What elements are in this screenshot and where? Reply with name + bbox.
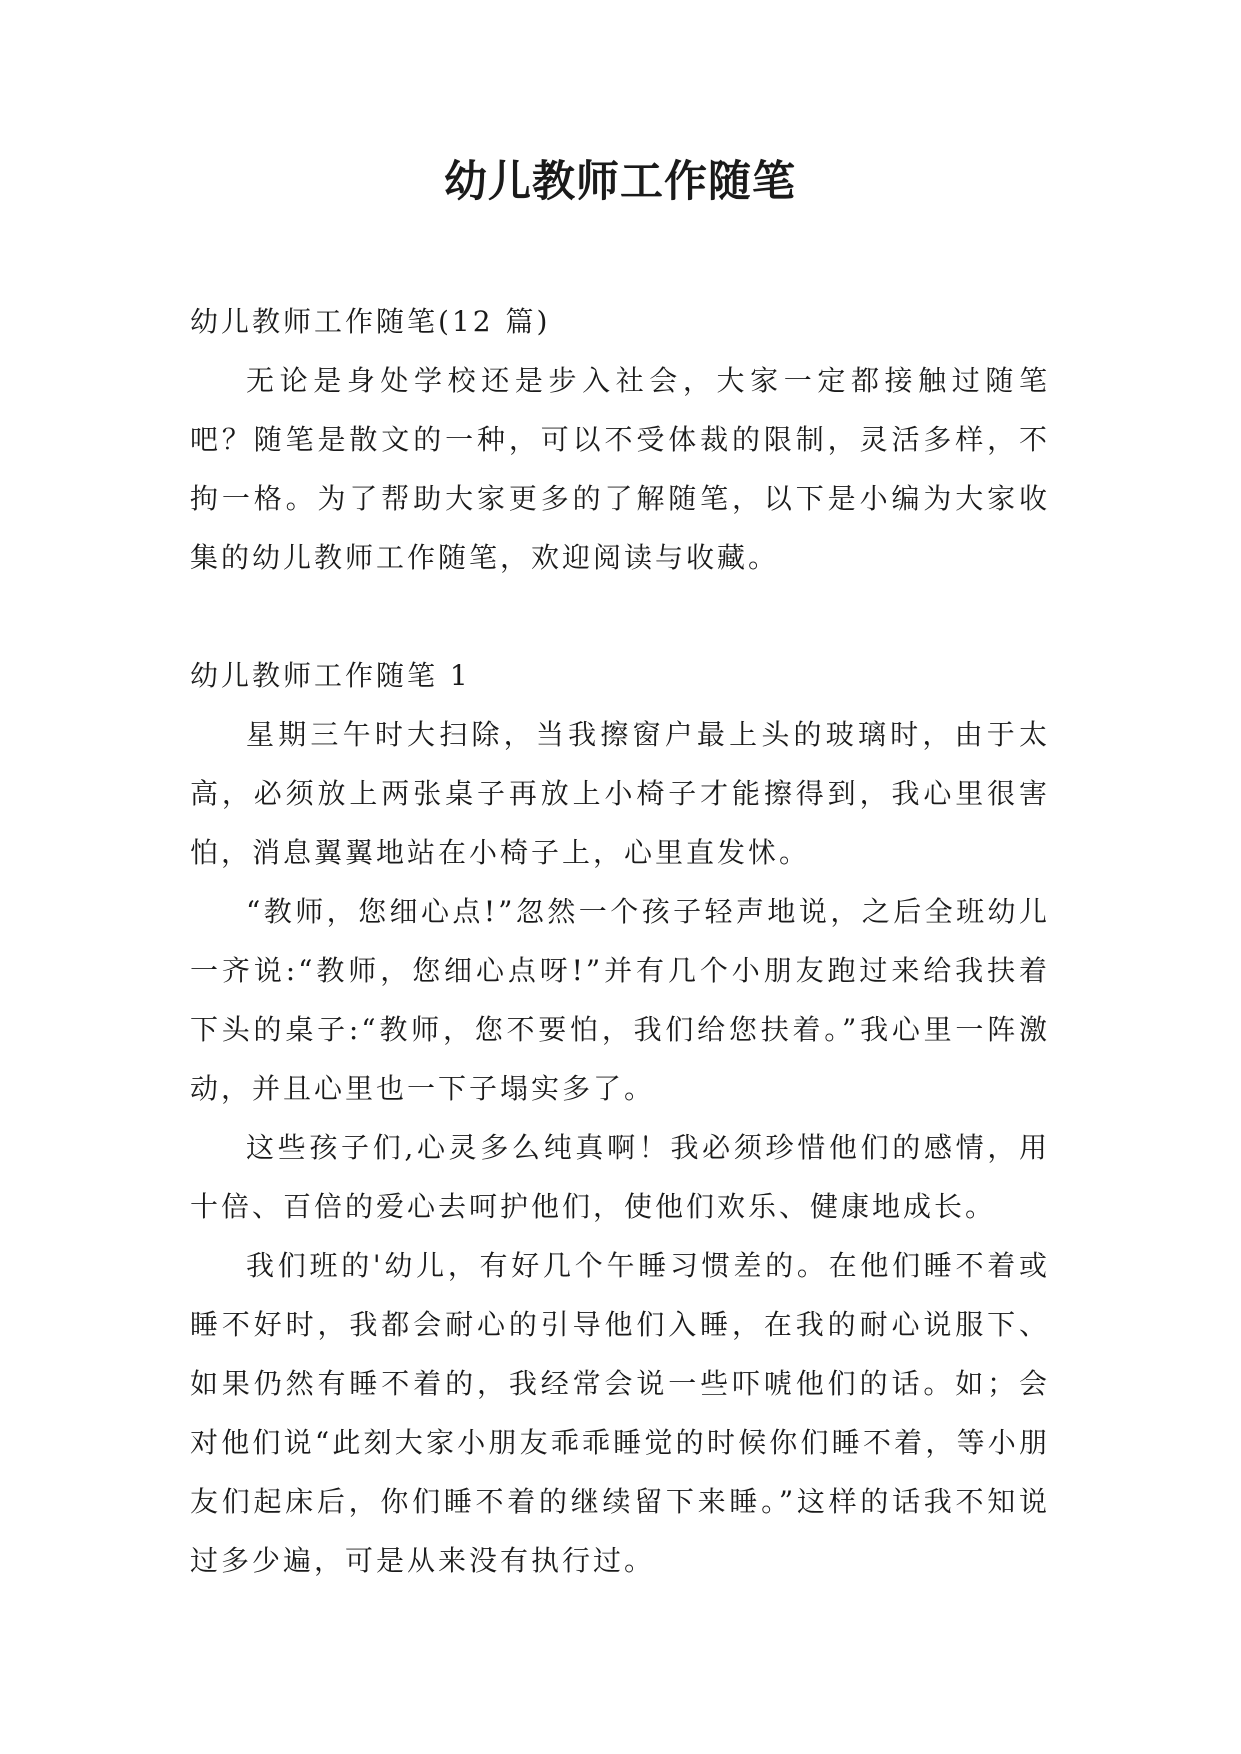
body-paragraph: 星期三午时大扫除，当我擦窗户最上头的玻璃时，由于太高，必须放上两张桌子再放上小椅子才能擦得到，我心里很害怕，消息翼翼地站在小椅子上，心里直发怵。: [190, 718, 1050, 869]
body-paragraph: “教师，您细心点!”忽然一个孩子轻声地说，之后全班幼儿一齐说:“教师，您细心点呀!”并有几个小朋友跑过来给我扶着下头的桌子:“教师，您不要怕，我们给您扶着。”我心里一阵激动，并且心里也一下子塌实多了。: [190, 895, 1050, 1105]
document-title: 幼儿教师工作随笔: [444, 157, 796, 207]
section-heading: 幼儿教师工作随笔 1: [190, 659, 471, 692]
intro-paragraph: 无论是身处学校还是步入社会，大家一定都接触过随笔吧？随笔是散文的一种，可以不受体裁的限制，灵活多样，不拘一格。为了帮助大家更多的了解随笔，以下是小编为大家收集的幼儿教师工作随笔，欢迎阅读与收藏。: [190, 364, 1050, 574]
body-paragraph: 我们班的'幼儿，有好几个午睡习惯差的。在他们睡不着或睡不好时，我都会耐心的引导他们入睡，在我的耐心说服下、如果仍然有睡不着的，我经常会说一些吓唬他们的话。如；会对他们说“此刻大家小朋友乖乖睡觉的时候你们睡不着，等小朋友们起床后，你们睡不着的继续留下来睡。”这样的话我不知说过多少遍，可是从来没有执行过。: [190, 1249, 1050, 1577]
section-spacer: [190, 587, 1050, 646]
document-subtitle: 幼儿教师工作随笔(12 篇): [190, 305, 551, 338]
body-paragraph: 这些孩子们,心灵多么纯真啊！我必须珍惜他们的感情，用十倍、百倍的爱心去呵护他们，使他们欢乐、健康地成长。: [190, 1131, 1050, 1223]
document-body: [190, 292, 1050, 1590]
